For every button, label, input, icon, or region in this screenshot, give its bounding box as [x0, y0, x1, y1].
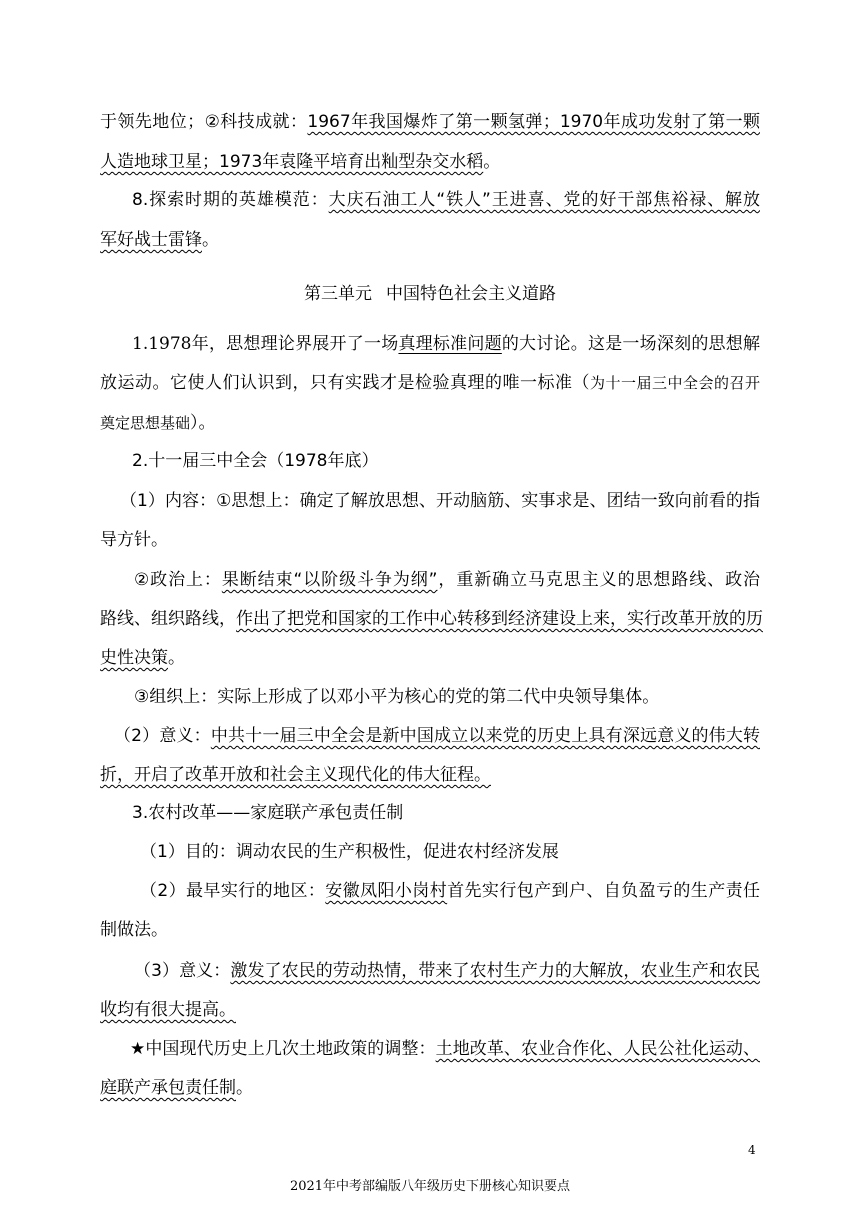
text-line: （3）意义：激发了农民的劳动热情，带来了农村生产力的大解放，农业生产和农民 [134, 961, 761, 981]
text-line: 导方针。 [100, 530, 168, 550]
text-line: ③组织上：实际上形成了以邓小平为核心的党的第二代中央领导集体。 [134, 687, 660, 707]
text-line: ★中国现代历史上几次土地政策的调整：土地改革、农业合作化、人民公社化运动、 [130, 1039, 760, 1059]
text-line: 奠定思想基础）。 [100, 413, 216, 433]
text-line: 收均有很大提高。 [100, 1000, 236, 1020]
text-line: （2）意义：中共十一届三中全会是新中国成立以来党的历史上具有深远意义的伟大转 [114, 726, 760, 746]
text-line: 1.1978年，思想理论界展开了一场真理标准问题的大讨论。这是一场深刻的思想解 [132, 334, 761, 354]
text-line: 庭联产承包责任制。 [100, 1078, 253, 1098]
text-line: （1）内容：①思想上：确定了解放思想、开动脑筋、实事求是、团结一致向前看的指 [120, 491, 760, 511]
page-number: 4 [748, 1143, 756, 1157]
text-line: 折，开启了改革开放和社会主义现代化的伟大征程。 [100, 765, 491, 785]
text-line: 制做法。 [100, 920, 168, 940]
text-line: （2）最早实行的地区：安徽凤阳小岗村首先实行包产到户、自负盈亏的生产责任 [140, 881, 761, 901]
text-line: 3.农村改革——家庭联产承包责任制 [132, 803, 404, 823]
text-line: 军好战士雷锋。 [100, 230, 219, 250]
text-line: 史性决策。 [100, 648, 185, 668]
text-line: 人造地球卫星；1973年袁隆平培育出籼型杂交水稻。 [100, 152, 501, 172]
text-line: 2.十一届三中全会（1978年底） [132, 451, 379, 471]
text-line: 放运动。它使人们认识到，只有实践才是检验真理的唯一标准（为十一届三中全会的召开 [100, 373, 760, 393]
text-line: 路线、组织路线，作出了把党和国家的工作中心转移到经济建设上来，实行改革开放的历 [100, 609, 763, 629]
text-line: （1）目的：调动农民的生产积极性，促进农村经济发展 [140, 842, 559, 862]
text-line: 于领先地位；②科技成就：1967年我国爆炸了第一颗氢弹；1970年成功发射了第一颗 [100, 112, 760, 132]
page-footer: 2021年中考部编版八年级历史下册核心知识要点 [289, 1179, 571, 1194]
text-line: 8.探索时期的英雄模范：大庆石油工人“铁人”王进喜、党的好干部焦裕禄、解放 [132, 190, 760, 210]
text-line: ②政治上：果断结束“以阶级斗争为纲”，重新确立马克思主义的思想路线、政治 [134, 570, 761, 590]
section-heading: 第三单元 中国特色社会主义道路 [304, 284, 556, 304]
